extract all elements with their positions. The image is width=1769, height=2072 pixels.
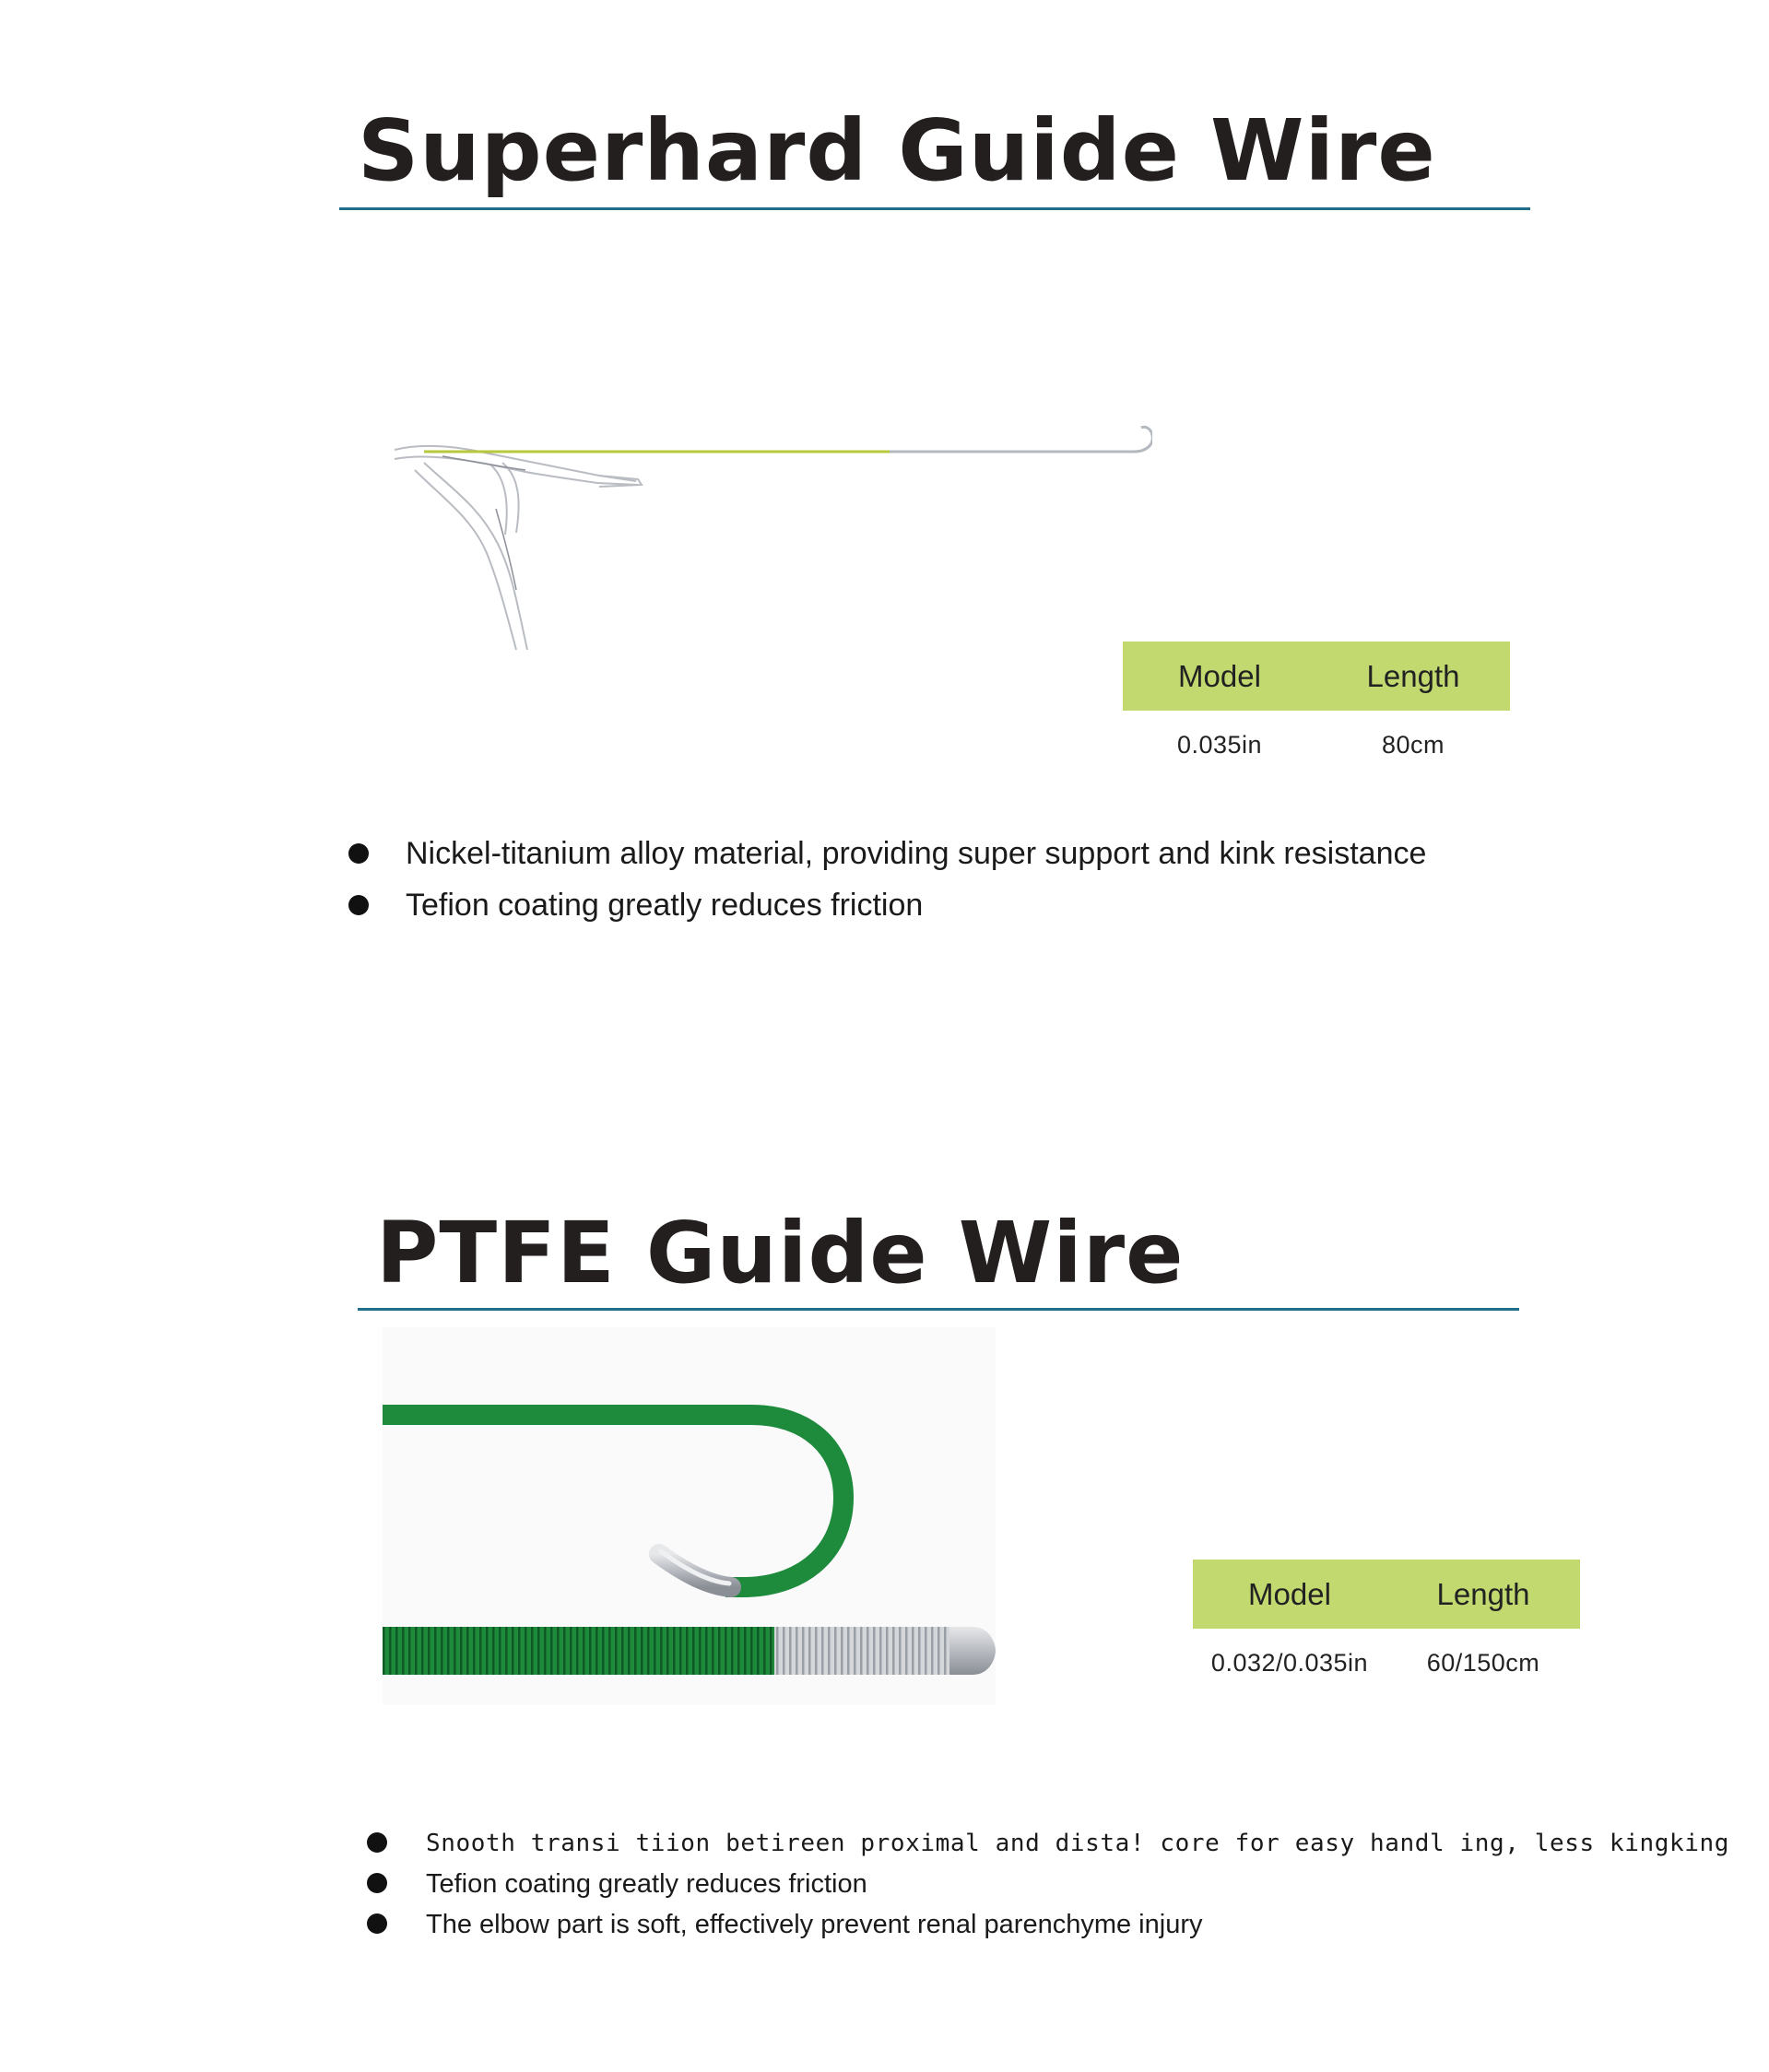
section2-divider bbox=[358, 1308, 1519, 1311]
feature-item bbox=[348, 828, 1426, 879]
bullet-icon bbox=[367, 1832, 387, 1853]
ptfe-feature-list bbox=[367, 1823, 1729, 1945]
feature-text: The elbow part is soft, effectively prevent renal parenchyme injury bbox=[426, 1910, 1203, 1939]
feature-item bbox=[367, 1904, 1729, 1945]
section2-title: PTFE Guide Wire bbox=[376, 1204, 1185, 1302]
bullet-icon bbox=[348, 895, 369, 915]
section1-divider bbox=[339, 207, 1530, 210]
superhard-guide-wire-image bbox=[387, 406, 1152, 664]
model-value: 0.032/0.035in bbox=[1210, 1649, 1369, 1677]
section1-title: Superhard Guide Wire bbox=[358, 101, 1436, 200]
spec-table-row bbox=[1193, 1629, 1580, 1698]
length-header: Length bbox=[1366, 658, 1460, 693]
length-value: 60/150cm bbox=[1426, 1649, 1540, 1677]
ptfe-guide-wire-image bbox=[383, 1327, 996, 1705]
model-value: 0.035in bbox=[1176, 731, 1263, 759]
superhard-spec-table bbox=[1123, 642, 1510, 780]
feature-item bbox=[348, 879, 1426, 931]
model-header: Model bbox=[1178, 658, 1261, 693]
feature-text: Tefion coating greatly reduces friction bbox=[426, 1869, 867, 1899]
bullet-icon bbox=[367, 1913, 387, 1934]
spec-table-row bbox=[1123, 711, 1510, 780]
feature-text: Snooth transi tiion betireen proximal and dista! core for easy handl ing, less kingking bbox=[426, 1830, 1730, 1857]
bullet-icon bbox=[348, 843, 369, 864]
feature-item bbox=[367, 1864, 1729, 1904]
length-value: 80cm bbox=[1381, 731, 1445, 759]
length-header: Length bbox=[1436, 1576, 1530, 1611]
feature-text: Tefion coating greatly reduces friction bbox=[406, 888, 924, 923]
superhard-feature-list bbox=[348, 828, 1426, 931]
ptfe-spec-table bbox=[1193, 1560, 1580, 1698]
spec-table-header bbox=[1193, 1560, 1580, 1629]
bullet-icon bbox=[367, 1873, 387, 1893]
model-header: Model bbox=[1248, 1576, 1331, 1611]
feature-text: Nickel-titanium alloy material, providing super support and kink resistance bbox=[406, 836, 1427, 871]
spec-table-header bbox=[1123, 642, 1510, 711]
feature-item bbox=[367, 1823, 1729, 1864]
